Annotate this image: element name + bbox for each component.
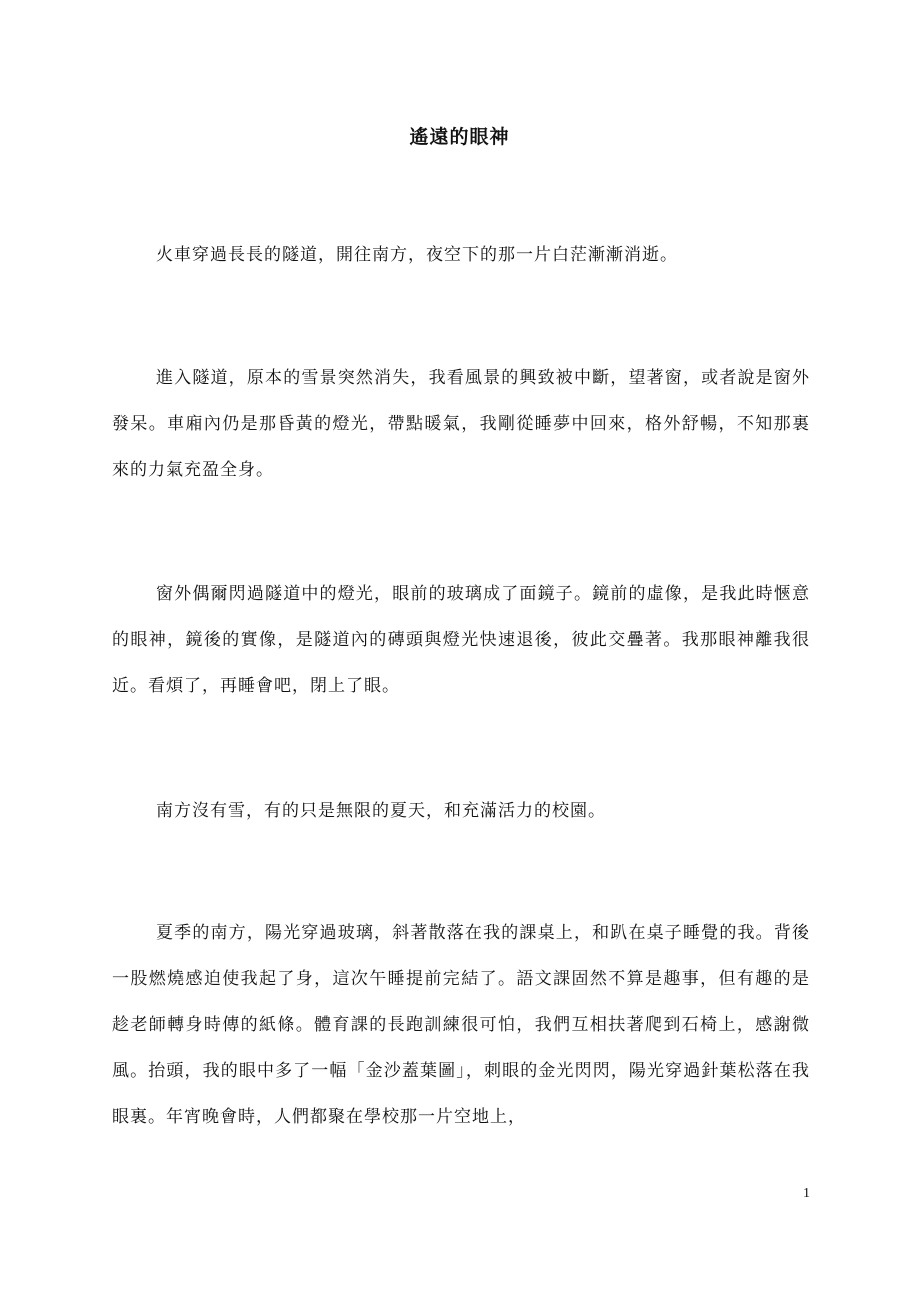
- paragraph-3: 窗外偶爾閃過隧道中的燈光，眼前的玻璃成了面鏡子。鏡前的虛像，是我此時愜意的眼神，鏡後的實像，是隧道內的磚頭與燈光快速退後，彼此交疊著。我那眼神離我很近。看煩了，再睡會吧，閉上了眼。: [112, 584, 810, 696]
- paragraph-1: 火車穿過長長的隧道，開往南方，夜空下的那一片白茫漸漸消逝。: [156, 245, 678, 265]
- page-number: 1: [803, 1186, 810, 1201]
- paragraph-2: 進入隧道，原本的雪景突然消失，我看風景的興致被中斷，望著窗，或者說是窗外發呆。車廂內仍是那昏黃的燈光，帶點暖氣，我剛從睡夢中回來，格外舒暢，不知那裏來的力氣充盈全身。: [112, 368, 810, 480]
- paragraph-5: 夏季的南方，陽光穿過玻璃，斜著散落在我的課桌上，和趴在桌子睡覺的我。背後一股燃燒感迫使我起了身，這次午睡提前完結了。語文課固然不算是趣事，但有趣的是趁老師轉身時傳的紙條。體育課的長跑訓練很可怕，我們互相扶著爬到石椅上，感謝微風。抬頭，我的眼中多了一幅「金沙蓋葉圖」，刺眼的金光閃閃，陽光穿過針葉松落在我眼裏。年宵晚會時，人們都聚在學校那一片空地上，: [112, 923, 810, 1127]
- paragraph-4: 南方沒有雪，有的只是無限的夏天，和充滿活力的校園。: [156, 801, 606, 821]
- document-title: 遙遠的眼神: [409, 126, 510, 148]
